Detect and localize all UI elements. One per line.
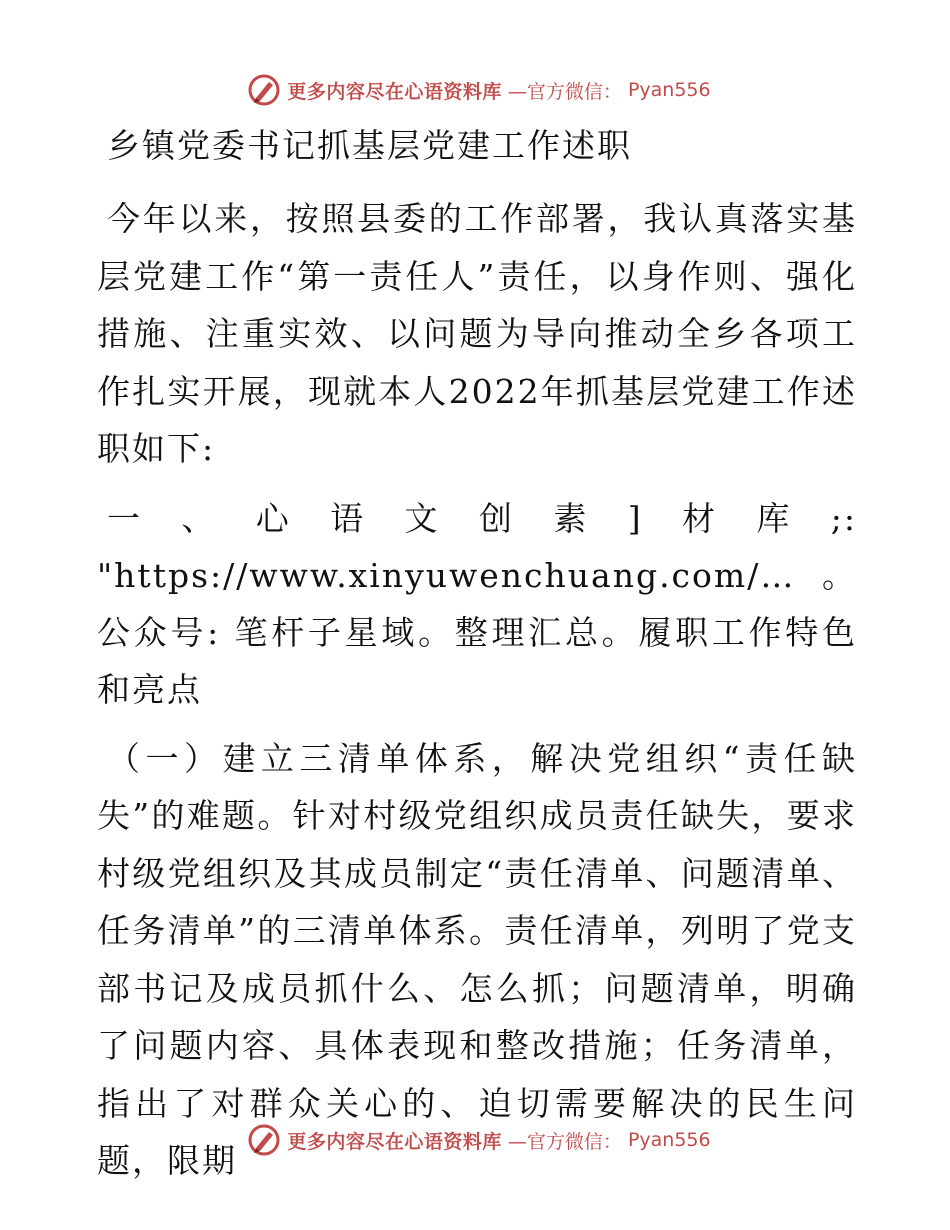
paragraph-intro: 今年以来，按照县委的工作部署，我认真落实基层党建工作“第一责任人”责任，以身作则、强化措施、注重实效、以问题为导向推动全乡各项工作扎实开展，现就本人2022年抓基层党建工作述职如下: (97, 199, 857, 468)
footer-banner-content (247, 1123, 710, 1157)
footer-banner-separator: —官方微信： (507, 1130, 622, 1153)
header-banner-text: 更多内容尽在心语资料库 (287, 80, 502, 103)
header-banner-separator: —官方微信： (507, 80, 622, 103)
footer-banner-text: 更多内容尽在心语资料库 (287, 1130, 502, 1153)
pen-logo-icon (247, 73, 281, 107)
header-banner-contact: Pyan556 (627, 79, 711, 101)
document-body (97, 120, 857, 1202)
paragraph-subsection-one: （一）建立三清单体系，解决党组织“责任缺失”的难题。针对村级党组织成员责任缺失，要求村级党组织及其成员制定“责任清单、问题清单、任务清单”的三清单体系。责任清单，列明了党支部书记及成员抓什么、怎么抓；问题清单，明确了问题内容、具体表现和整改措施；任务清单，指出了对群众关心的、迫切需要解决的民生问题，限期 (97, 738, 857, 1180)
paragraph-section-heading: 一、心语文创素]材库;: "https://www.xinyuwenchuang.com/…。公众号: 笔杆子星域。整理汇总。履职工作特色和亮点 (97, 498, 857, 709)
footer-banner-contact: Pyan556 (627, 1129, 711, 1151)
header-banner (0, 70, 950, 110)
pen-logo-icon (247, 1123, 281, 1157)
document-title: 乡镇党委书记抓基层党建工作述职 (107, 126, 632, 165)
footer-banner (0, 1120, 950, 1160)
header-banner-content (247, 73, 710, 107)
